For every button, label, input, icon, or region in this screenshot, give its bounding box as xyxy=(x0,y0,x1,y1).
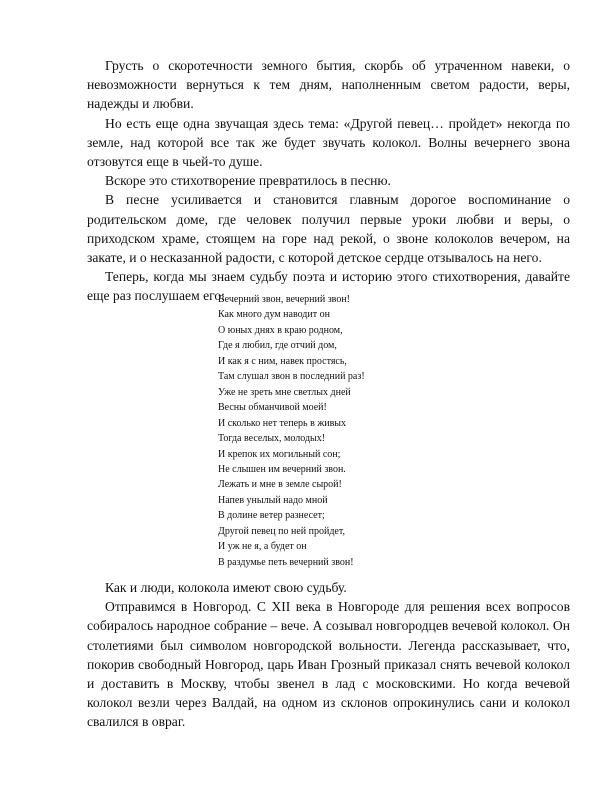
paragraph: Вскоре это стихотворение превратилось в песню. xyxy=(105,173,391,189)
poem-line: Уже не зреть мне светлых дней xyxy=(218,386,351,398)
text-block-bottom xyxy=(87,578,570,732)
poem-line: И как я с ним, навек простясь, xyxy=(218,355,347,367)
poem-line: Не слышен им вечерний звон. xyxy=(218,463,346,475)
poem-line: Там слушал звон в последний раз! xyxy=(218,371,365,383)
poem-line: В раздумье петь вечерний звон! xyxy=(218,556,354,568)
poem-line: Как много дум наводит он xyxy=(218,309,330,321)
poem xyxy=(218,292,478,570)
poem-line: Где я любил, где отчий дом, xyxy=(218,340,337,352)
paragraph: Отправимся в Новгород. С XII века в Новгороде для решения всех вопросов собиралось народное собрание – вече. А созывал новгородцев вечевой колокол. Он столетиями был символом новгородской вольности. Легенда рассказывает, что, покорив свободный Новгород, царь Иван Грозный приказал снять вечевой колокол и доставить в Москву, чтобы звенел в лад с московскими. Но когда вечевой колокол везли через Валдай, на одном из склонов опрокинулись сани и колокол свалился в овраг. xyxy=(87,599,570,730)
poem-line: О юных днях в краю родном, xyxy=(218,324,343,336)
paragraph: В песне усиливается и становится главным дорогое воспоминание о родительском доме, где человек получил первые уроки любви и веры, о приходском храме, стоящем на горе над рекой, о звоне колоколов вечером, на закате, и о несказанной радости, с которой детское сердце отзывалось на него. xyxy=(87,192,570,266)
text-block-top xyxy=(87,56,570,306)
paragraph: Но есть еще одна звучащая здесь тема: «Другой певец… пройдет» некогда по земле, над которой все так же будет звучать колокол. Волны вечернего звона отзовутся еще в чьей-то душе. xyxy=(87,115,570,170)
paragraph: Грусть о скоротечности земного бытия, скорбь об утраченном навеки, о невозможности вернуться к тем дням, наполненным светом радости, веры, надежды и любви. xyxy=(87,58,570,112)
poem-line: И уж не я, а будет он xyxy=(218,541,307,553)
poem-line: Тогда веселых, молодых! xyxy=(218,433,326,445)
poem-line: Вечерний звон, вечерний звон! xyxy=(218,294,350,305)
paragraph: Как и люди, колокола имеют свою судьбу. xyxy=(105,580,347,595)
poem-line: Весны обманчивой моей! xyxy=(218,402,327,414)
poem-line: И крепок их могильный сон; xyxy=(218,448,341,460)
poem-line: Напев унылый надо мной xyxy=(218,494,328,506)
poem-line: В долине ветер разнесет; xyxy=(218,510,325,522)
poem-line: И сколько нет теперь в живых xyxy=(218,417,347,429)
paragraph: Теперь, когда мы знаем судьбу поэта и историю этого стихотворения, давайте еще раз послушаем его: xyxy=(87,269,570,304)
poem-line: Другой певец по ней пройдет, xyxy=(218,525,345,537)
poem-line: Лежать и мне в земле сырой! xyxy=(218,479,342,491)
